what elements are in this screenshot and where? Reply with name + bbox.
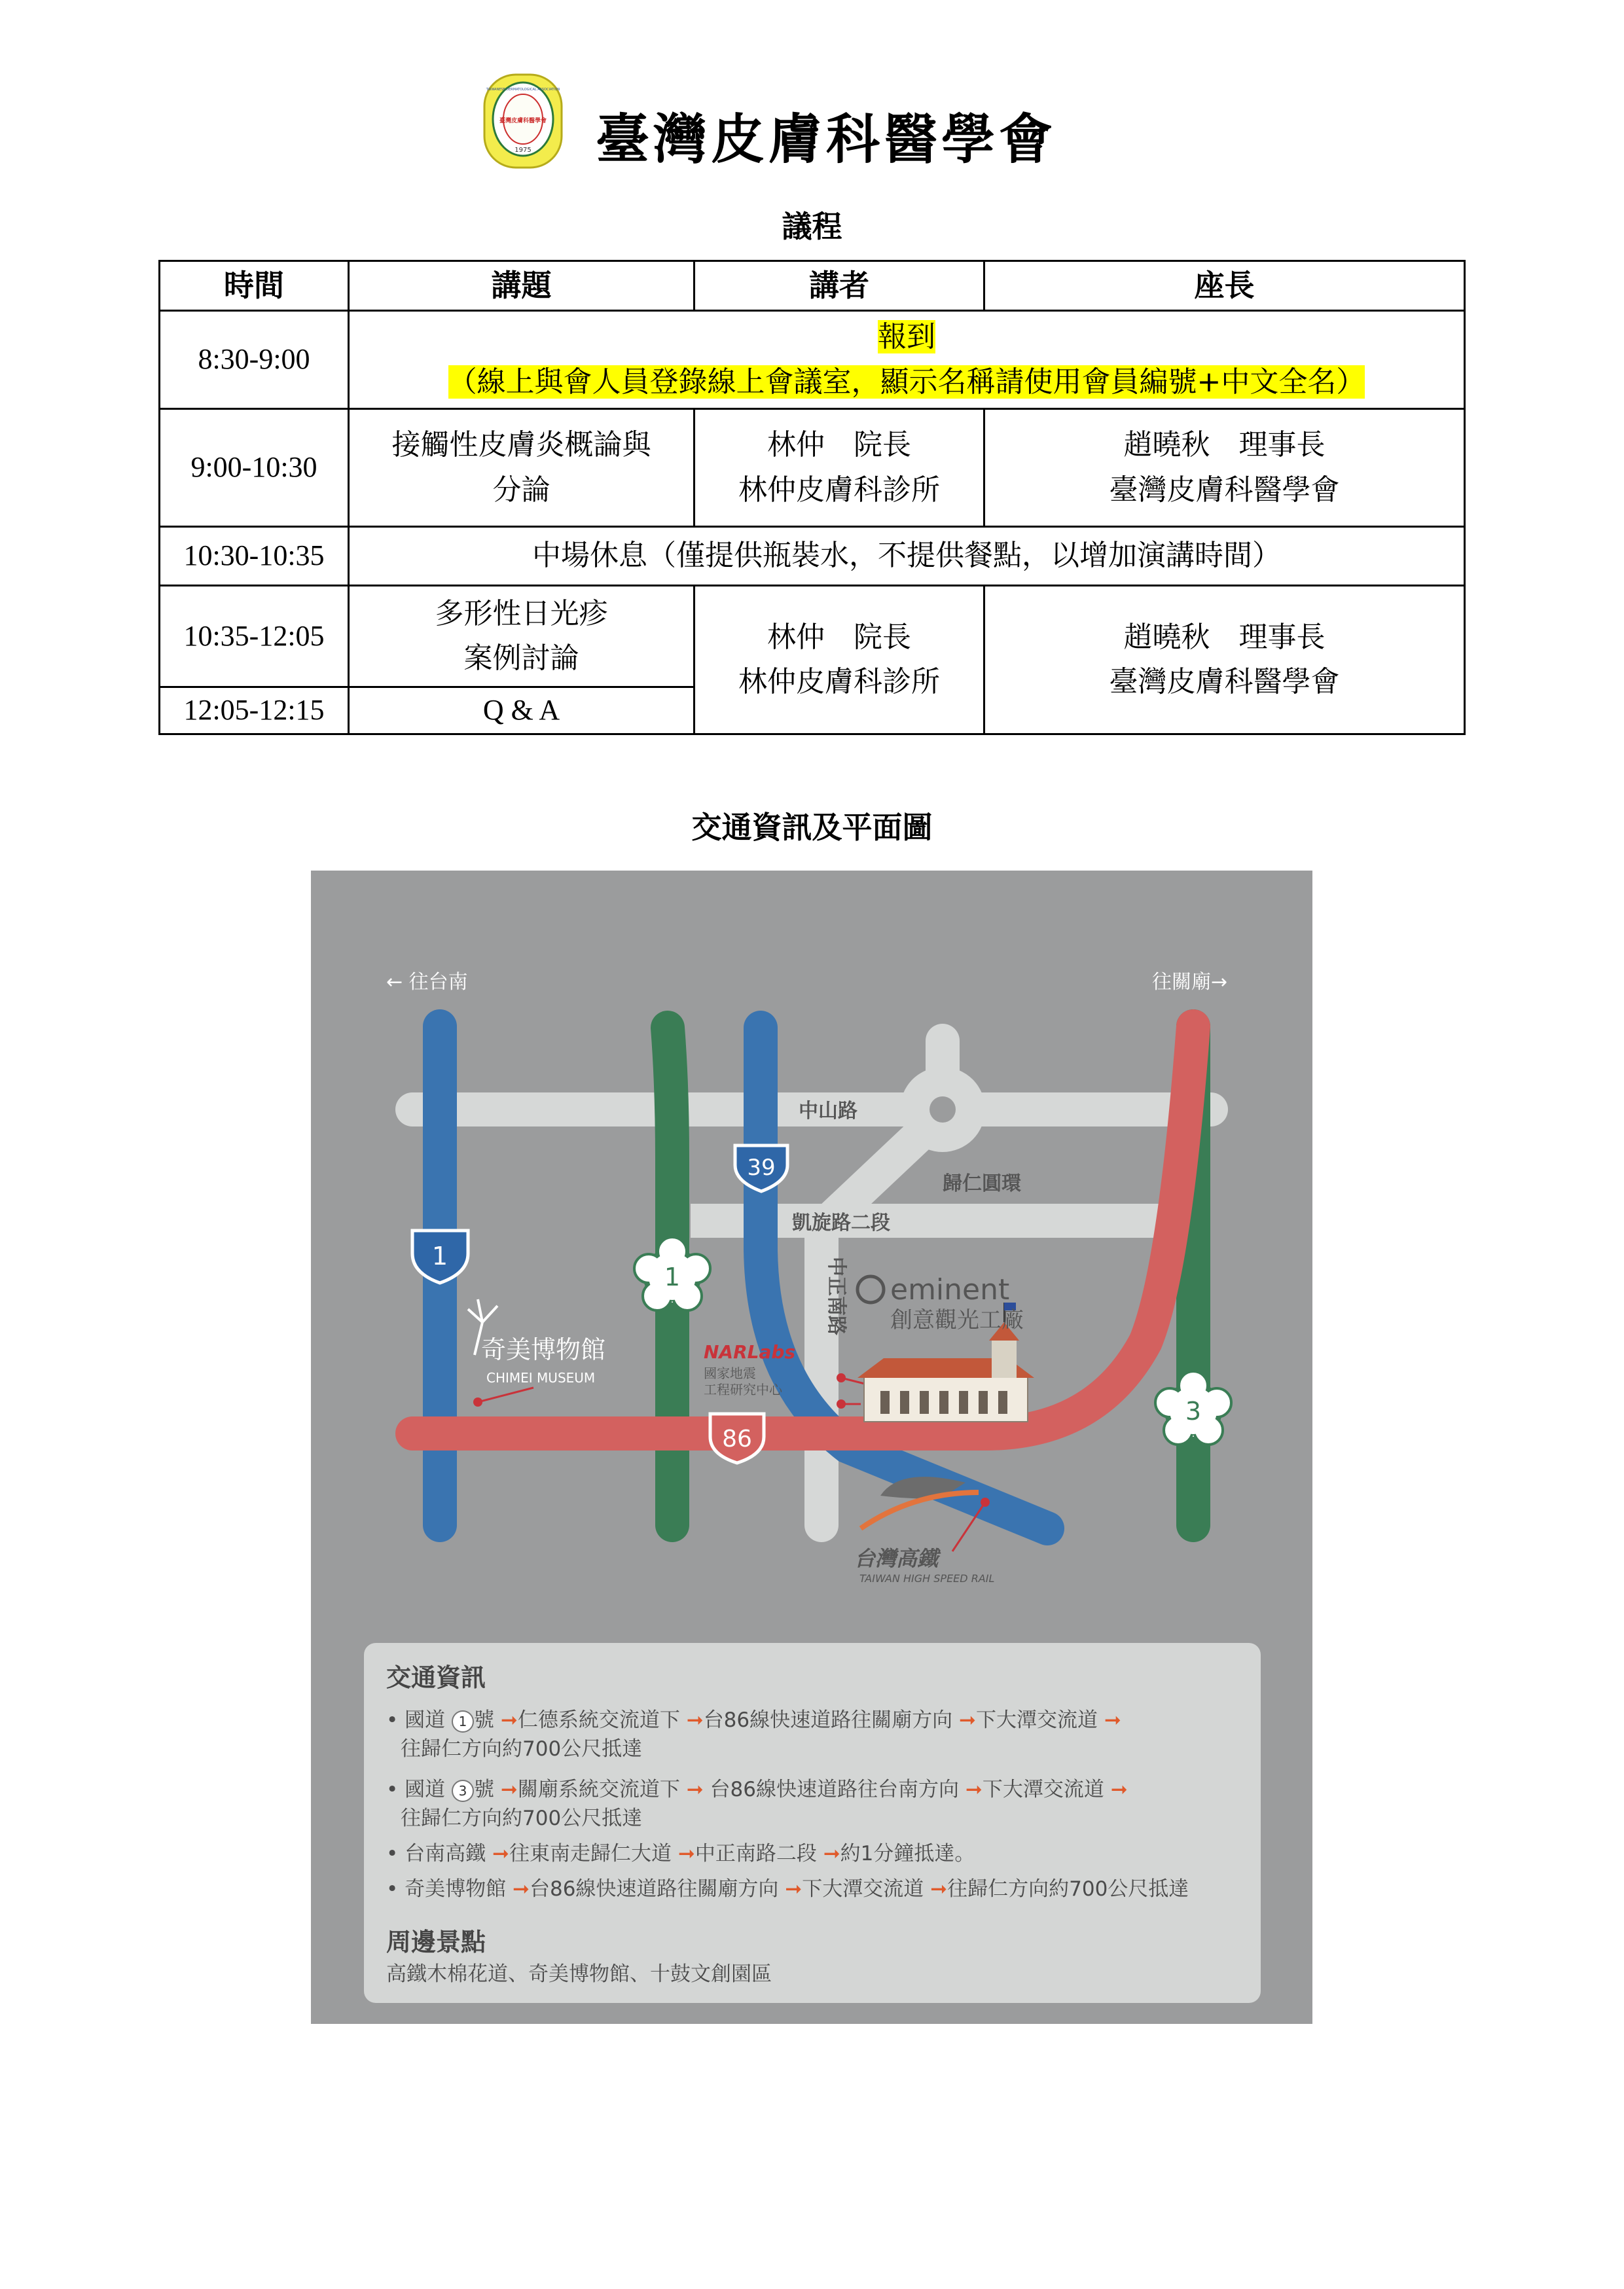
- shield-39-number: 39: [747, 1155, 776, 1181]
- arrow-icon: ➞: [965, 1778, 983, 1801]
- arrow-icon: ➞: [500, 1778, 518, 1801]
- qa-time: 12:05-12:15: [160, 687, 349, 734]
- route-chimei: [386, 1872, 1189, 1901]
- arrow-icon: ➞: [959, 1708, 976, 1732]
- table-row-registration: [160, 311, 1465, 409]
- break-text: 中場休息（僅提供瓶裝水，不提供餐點，以增加演講時間）: [349, 527, 1465, 586]
- session2-time: 10:35-12:05: [160, 586, 349, 687]
- arrow-icon: ➞: [930, 1877, 948, 1901]
- transport-info-title: 交通資訊: [386, 1663, 486, 1692]
- shield-86-number: 86: [722, 1426, 752, 1452]
- registration-note: （線上與會人員登錄線上會議室，顯示名稱請使用會員編號+中文全名）: [448, 365, 1365, 399]
- chimei-pin: [473, 1397, 482, 1407]
- session2-speaker-name: 林仲 院長: [767, 620, 911, 654]
- route1-step3: 下大潭交流道: [975, 1708, 1098, 1732]
- session1-chair-affiliation: 臺灣皮膚科醫學會: [1109, 473, 1340, 507]
- arrow-icon: ➞: [500, 1708, 518, 1732]
- route3-step2: 中正南路二段: [695, 1842, 817, 1865]
- session1-topic: [349, 409, 695, 527]
- route4-step1: 台86線快速道路往關廟方向: [529, 1877, 779, 1901]
- route1-step2: 台86線快速道路往關廟方向: [703, 1708, 953, 1732]
- label-zhongshan: 中山路: [799, 1100, 857, 1123]
- eminent-name-cn: 創意觀光工廠: [890, 1307, 1024, 1333]
- freeway-3-mark-icon: 3: [452, 1780, 474, 1802]
- narlabs-pin: [837, 1373, 846, 1382]
- nearby-title: 周邊景點: [386, 1928, 486, 1956]
- narlabs-line2: 工程研究中心: [704, 1382, 782, 1397]
- route1-prefix: • 國道: [386, 1708, 446, 1732]
- route2-step4: 往歸仁方向約700公尺抵達: [401, 1807, 643, 1830]
- table-header-row: [160, 261, 1465, 311]
- session2-speaker-affiliation: 林仲皮膚科診所: [738, 665, 940, 698]
- registration-label: 報到: [878, 320, 935, 354]
- session1-speaker: [695, 409, 984, 527]
- route3-prefix: • 台南高鐵: [386, 1842, 486, 1865]
- session2-speaker: [695, 586, 984, 734]
- arrow-icon: ➞: [492, 1842, 509, 1865]
- route1-step1: 仁德系統交流道下: [517, 1708, 680, 1732]
- label-kaixuan: 凱旋路二段: [792, 1212, 890, 1235]
- table-row-session2: [160, 586, 1465, 687]
- freeway-1-number: 1: [664, 1263, 681, 1291]
- hsr-name-en: TAIWAN HIGH SPEED RAIL: [859, 1572, 995, 1585]
- arrow-icon: ➞: [823, 1842, 840, 1865]
- header-time: 時間: [160, 261, 349, 311]
- route2-prefix: • 國道: [386, 1778, 446, 1801]
- chimei-name-cn: 奇美博物館: [481, 1335, 606, 1364]
- map-heading: 交通資訊及平面圖: [691, 810, 933, 845]
- nearby-text: 高鐵木棉花道、奇美博物館、十鼓文創園區: [386, 1962, 772, 1986]
- transport-info-panel: [364, 1643, 1261, 2003]
- direction-left: ← 往台南: [386, 971, 468, 994]
- logo-center-text: 臺灣皮膚科醫學會: [499, 118, 547, 124]
- arrow-icon: ➞: [1110, 1778, 1128, 1801]
- session1-time: 9:00-10:30: [160, 409, 349, 527]
- header-chair: 座長: [984, 261, 1465, 311]
- route4-step3: 往歸仁方向約700公尺抵達: [947, 1877, 1189, 1901]
- session1-topic-line1: 接觸性皮膚炎概論與: [391, 428, 651, 462]
- session2-topic-line1: 多形性日光疹: [435, 596, 608, 630]
- arrow-icon: ➞: [686, 1708, 704, 1732]
- agenda-table: [158, 260, 1466, 735]
- roundabout-center: [929, 1096, 956, 1123]
- route1-step4: 往歸仁方向約700公尺抵達: [401, 1737, 643, 1761]
- session2-chair-name: 趙曉秋 理事長: [1123, 620, 1326, 654]
- hsr-name-cn: 台灣高鐵: [854, 1546, 939, 1571]
- logo-year: 1975: [514, 147, 532, 154]
- session1-chair: [984, 409, 1465, 527]
- session1-chair-name: 趙曉秋 理事長: [1123, 428, 1326, 462]
- arrow-icon: ➞: [785, 1877, 803, 1901]
- route2-step2: 台86線快速道路往台南方向: [703, 1778, 959, 1801]
- label-guiren-circle: 歸仁圓環: [943, 1172, 1021, 1195]
- freeway-3-number: 3: [1185, 1397, 1202, 1426]
- session2-chair: [984, 586, 1465, 734]
- chimei-name-en: CHIMEI MUSEUM: [486, 1370, 596, 1386]
- eminent-name-en: eminent: [890, 1273, 1010, 1307]
- arrow-icon: ➞: [513, 1877, 530, 1901]
- association-logo: [483, 73, 563, 169]
- route2-step1: 關廟系統交流道下: [517, 1778, 680, 1801]
- arrow-icon: ➞: [1104, 1708, 1121, 1732]
- header-topic: 講題: [349, 261, 695, 311]
- registration-cell: [349, 311, 1465, 409]
- organization-title: 臺灣皮膚科醫學會: [596, 108, 1057, 171]
- narlabs-brand: NARLabs: [704, 1341, 796, 1363]
- route-freeway1: [386, 1703, 1121, 1733]
- route4-step2: 下大潭交流道: [802, 1877, 924, 1901]
- route3-step1: 往東南走歸仁大道: [509, 1842, 672, 1865]
- label-zhongzheng-south: 中正南路: [825, 1257, 848, 1335]
- route-hsr: [386, 1837, 975, 1866]
- route1-suffix: 號: [474, 1708, 494, 1732]
- session1-topic-line2: 分論: [492, 473, 550, 507]
- table-row-break: [160, 527, 1465, 586]
- header-speaker: 講者: [695, 261, 984, 311]
- shield-1-number: 1: [431, 1242, 448, 1271]
- session1-speaker-name: 林仲 院長: [767, 428, 911, 462]
- route4-prefix: • 奇美博物館: [386, 1877, 507, 1901]
- arrow-icon: ➞: [686, 1778, 704, 1801]
- route3-step3: 約1分鐘抵達。: [840, 1842, 975, 1865]
- freeway-1-mark-icon: 1: [452, 1710, 474, 1733]
- table-row-session1: [160, 409, 1465, 527]
- break-time: 10:30-10:35: [160, 527, 349, 586]
- route2-step3: 下大潭交流道: [982, 1778, 1104, 1801]
- session1-speaker-affiliation: 林仲皮膚科診所: [738, 473, 940, 507]
- route2-suffix: 號: [474, 1778, 494, 1801]
- hsr-pin: [981, 1498, 990, 1507]
- session2-topic: [349, 586, 695, 687]
- qa-topic: Q & A: [349, 687, 695, 734]
- logo-ring-text: TAIWANESE DERMATOLOGICAL ASSOCIATION: [486, 88, 560, 92]
- direction-right: 往關廟→: [1152, 971, 1228, 994]
- agenda-heading: 議程: [782, 209, 842, 244]
- session2-chair-affiliation: 臺灣皮膚科醫學會: [1109, 665, 1340, 698]
- route-freeway3: [386, 1773, 1128, 1802]
- location-map: [311, 871, 1312, 2024]
- narlabs-line1: 國家地震: [704, 1365, 756, 1381]
- arrow-icon: ➞: [677, 1842, 695, 1865]
- session2-topic-line2: 案例討論: [463, 641, 579, 675]
- registration-time: 8:30-9:00: [160, 311, 349, 409]
